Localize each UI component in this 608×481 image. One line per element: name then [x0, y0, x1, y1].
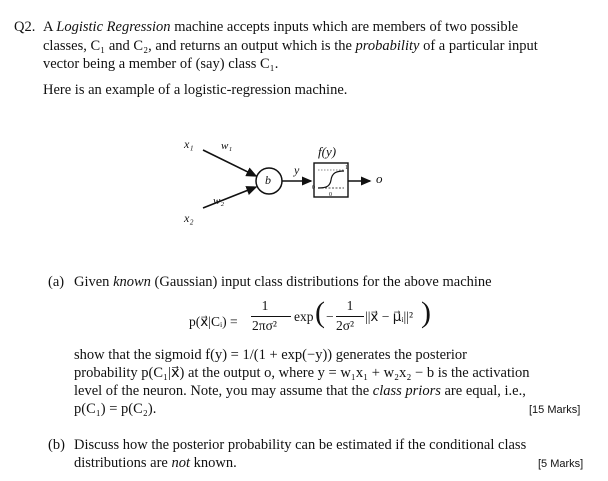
frac2-numerator: 1: [346, 298, 354, 313]
left-paren: (: [315, 296, 325, 329]
part-a-marks: [15 Marks]: [529, 404, 581, 416]
output-label: o: [376, 171, 383, 186]
norm-expression: ||x⃗ − μ⃗ᵢ||²: [365, 309, 414, 324]
part-a-line-4: level of the neuron. Note, you may assume that the class priors are equal, i.e.,: [74, 383, 526, 399]
minus-sign: −: [326, 309, 334, 324]
frac2-denominator: 2σ²: [336, 318, 355, 333]
question-number: Q2.: [14, 19, 36, 35]
example-line: Here is an example of a logistic-regression machine.: [43, 82, 348, 98]
part-a-line-3: probability p(C₁|x⃗) at the output o, where y = w₁x₁ + w₂x₂ − b is the activation: [74, 365, 530, 381]
bias-label: b: [265, 173, 271, 187]
intro-line-3: vector being a member of (say) class C₁.: [43, 56, 279, 72]
formula-lhs: p(x⃗|Cᵢ) =: [189, 314, 238, 329]
sigmoid-origin-label: 0: [329, 192, 332, 198]
part-b-line-1: Discuss how the posterior probability can be estimated if the conditional class: [74, 437, 527, 453]
frac2-bar: [336, 316, 364, 317]
input-line-x2: [203, 187, 256, 208]
frac1-denominator: 2πσ²: [252, 318, 277, 333]
part-a-line-1: Given known (Gaussian) input class distributions for the above machine: [74, 274, 492, 290]
part-b-marks: [5 Marks]: [538, 458, 584, 470]
fy-label: f(y): [318, 144, 337, 159]
part-a-line-5: p(C₁) = p(C₂).: [74, 401, 157, 417]
frac1-numerator: 1: [261, 298, 269, 313]
x2-label: x₂: [184, 211, 194, 225]
w2-label: w₂: [213, 195, 225, 207]
input-line-x1: [203, 150, 256, 176]
sigmoid-zero-label: 0: [312, 185, 315, 191]
exp-word: exp: [294, 309, 314, 324]
intro-line-1: A Logistic Regression machine accepts inputs which are members of two possible: [43, 19, 519, 35]
part-a-label: (a): [48, 274, 65, 290]
part-b-label: (b): [48, 437, 65, 453]
x1-label: x₁: [184, 137, 194, 151]
frac1-bar: [251, 316, 291, 317]
part-a-line-2: show that the sigmoid f(y) = 1/(1 + exp(−y)) generates the posterior: [74, 347, 467, 363]
intro-line-2: classes, C₁ and C₂, and returns an output which is the probability of a particular input: [43, 38, 538, 54]
w1-label: w₁: [221, 140, 233, 152]
right-paren: ): [421, 296, 431, 329]
part-b-line-2: distributions are not known.: [74, 455, 237, 471]
y-label: y: [294, 163, 300, 177]
sigmoid-top-label: 1: [345, 165, 348, 171]
